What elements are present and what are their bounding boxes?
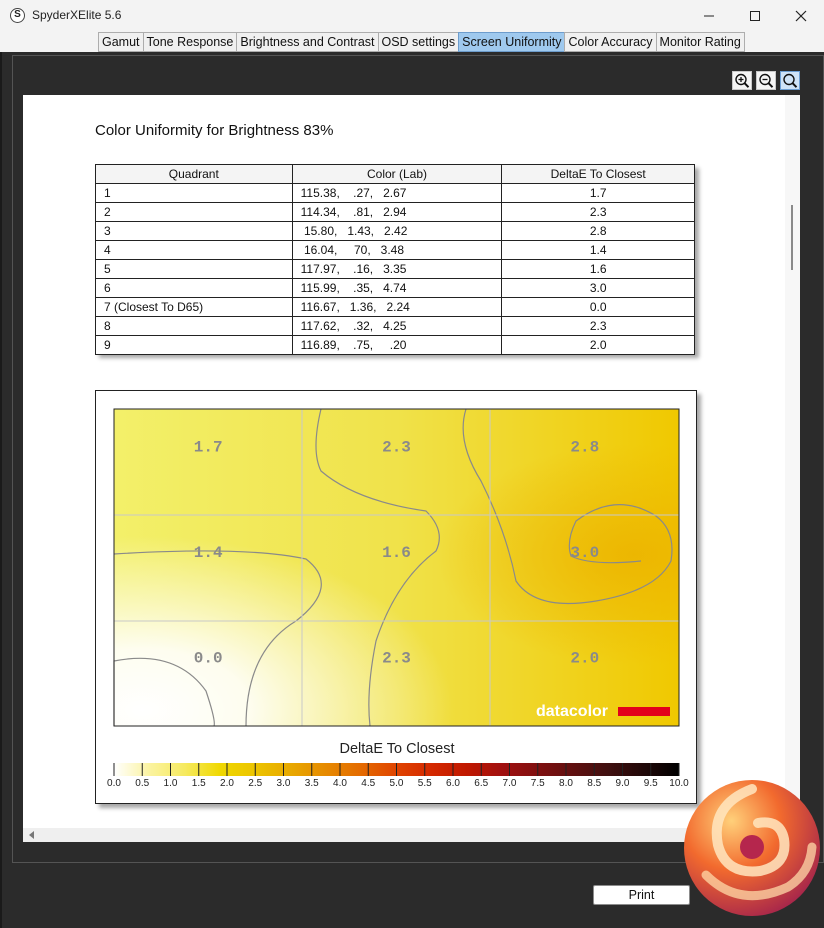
tab-gamut[interactable]: Gamut bbox=[98, 32, 143, 52]
colorbar-tick-label: 5.5 bbox=[417, 778, 432, 789]
cell-value-label: 0.0 bbox=[193, 649, 223, 668]
tab-list bbox=[98, 32, 745, 52]
cell-value-label: 1.6 bbox=[382, 543, 411, 562]
cell-color-lab: 15.80, 1.43, 2.42 bbox=[292, 222, 502, 241]
cell-color-lab: 117.62, .32, 4.25 bbox=[292, 317, 502, 336]
colorbar-tick-label: 9.5 bbox=[643, 778, 658, 789]
cell-deltae: 1.6 bbox=[502, 260, 695, 279]
cell-quadrant: 9 bbox=[96, 336, 293, 355]
cell-color-lab: 116.67, 1.36, 2.24 bbox=[292, 298, 502, 317]
window-title: SpyderXElite 5.6 bbox=[32, 8, 122, 22]
tab-tone-response[interactable]: Tone Response bbox=[143, 32, 237, 52]
brand-logo bbox=[680, 775, 824, 921]
minimize-icon bbox=[703, 10, 715, 22]
colorbar-tick-label: 4.0 bbox=[333, 778, 347, 789]
table-row bbox=[96, 222, 695, 241]
colorbar-tick-label: 0.0 bbox=[107, 778, 121, 789]
tab-strip bbox=[0, 32, 824, 52]
title-bar bbox=[0, 0, 824, 32]
app-icon: S bbox=[10, 8, 25, 23]
header-color-lab: Color (Lab) bbox=[292, 165, 502, 184]
cell-value-label: 2.0 bbox=[570, 649, 600, 668]
table-row bbox=[96, 317, 695, 336]
zoom-fit-icon bbox=[781, 72, 799, 89]
cell-color-lab: 16.04, 70, 3.48 bbox=[292, 241, 502, 260]
cell-value-label: 3.0 bbox=[570, 543, 600, 562]
cell-deltae: 3.0 bbox=[502, 279, 695, 298]
cell-color-lab: 115.38, .27, 2.67 bbox=[292, 184, 502, 203]
cell-deltae: 0.0 bbox=[502, 298, 695, 317]
colorbar-tick-label: 3.5 bbox=[304, 778, 319, 789]
table-row bbox=[96, 260, 695, 279]
colorbar-tick-label: 1.5 bbox=[191, 778, 206, 789]
report-title: Color Uniformity for Brightness 83% bbox=[95, 122, 334, 139]
close-button[interactable] bbox=[778, 0, 824, 32]
colorbar-tick-label: 7.5 bbox=[530, 778, 545, 789]
colorbar-tick-label: 10.0 bbox=[669, 778, 689, 789]
zoom-fit-button[interactable] bbox=[780, 71, 800, 90]
colorbar-tick-label: 0.5 bbox=[135, 778, 150, 789]
print-button[interactable]: Print bbox=[593, 885, 690, 905]
uniformity-chart bbox=[95, 390, 697, 804]
table-row bbox=[96, 184, 695, 203]
colorbar-tick-label: 8.0 bbox=[559, 778, 573, 789]
cell-deltae: 1.7 bbox=[502, 184, 695, 203]
tab-osd-settings[interactable]: OSD settings bbox=[378, 32, 459, 52]
heatmap-plot bbox=[114, 409, 679, 726]
uniformity-table-wrap bbox=[95, 164, 695, 354]
table-row bbox=[96, 279, 695, 298]
colorbar-tick-label: 6.0 bbox=[446, 778, 460, 789]
colorbar bbox=[114, 763, 679, 776]
header-deltae: DeltaE To Closest bbox=[502, 165, 695, 184]
cell-color-lab: 115.99, .35, 4.74 bbox=[292, 279, 502, 298]
cell-value-label: 2.8 bbox=[570, 438, 600, 457]
table-header-row bbox=[96, 165, 695, 184]
tab-monitor-rating[interactable]: Monitor Rating bbox=[656, 32, 745, 52]
tab-brightness-and-contrast[interactable]: Brightness and Contrast bbox=[236, 32, 377, 52]
datacolor-watermark: datacolor bbox=[536, 703, 609, 720]
cell-deltae: 1.4 bbox=[502, 241, 695, 260]
cell-quadrant: 1 bbox=[96, 184, 293, 203]
zoom-out-button[interactable] bbox=[756, 71, 776, 90]
zoom-in-button[interactable] bbox=[732, 71, 752, 90]
cell-color-lab: 117.97, .16, 3.35 bbox=[292, 260, 502, 279]
minimize-button[interactable] bbox=[686, 0, 732, 32]
colorbar-tick-label: 9.0 bbox=[615, 778, 630, 789]
tab-screen-uniformity[interactable]: Screen Uniformity bbox=[458, 32, 564, 52]
cell-deltae: 2.3 bbox=[502, 203, 695, 222]
cell-value-label: 1.4 bbox=[193, 543, 223, 562]
cell-quadrant: 7 (Closest To D65) bbox=[96, 298, 293, 317]
table-row bbox=[96, 203, 695, 222]
colorbar-title: DeltaE To Closest bbox=[339, 741, 455, 757]
cell-quadrant: 4 bbox=[96, 241, 293, 260]
colorbar-tick-label: 8.5 bbox=[587, 778, 602, 789]
vertical-scrollbar[interactable] bbox=[785, 95, 800, 828]
zoom-out-icon bbox=[757, 72, 775, 89]
cell-value-label: 2.3 bbox=[382, 649, 411, 668]
table-row bbox=[96, 241, 695, 260]
scroll-left-icon[interactable] bbox=[27, 828, 37, 842]
cell-color-lab: 116.89, .75, .20 bbox=[292, 336, 502, 355]
header-quadrant: Quadrant bbox=[96, 165, 293, 184]
heatmap-whitespot bbox=[114, 409, 679, 726]
cell-quadrant: 8 bbox=[96, 317, 293, 336]
colorbar-tick-label: 2.5 bbox=[248, 778, 263, 789]
cell-deltae: 2.3 bbox=[502, 317, 695, 336]
cell-deltae: 2.8 bbox=[502, 222, 695, 241]
uniformity-table bbox=[95, 164, 695, 355]
colorbar-tick-label: 2.0 bbox=[220, 778, 234, 789]
maximize-button[interactable] bbox=[732, 0, 778, 32]
vertical-scroll-thumb[interactable] bbox=[791, 205, 793, 270]
cell-value-label: 1.7 bbox=[193, 438, 223, 457]
tab-color-accuracy[interactable]: Color Accuracy bbox=[564, 32, 655, 52]
cell-value-label: 2.3 bbox=[382, 438, 411, 457]
zoom-in-icon bbox=[733, 72, 751, 89]
colorbar-tick-label: 4.5 bbox=[361, 778, 376, 789]
cell-quadrant: 5 bbox=[96, 260, 293, 279]
maximize-icon bbox=[749, 10, 761, 22]
brand-bar bbox=[618, 707, 670, 716]
colorbar-tick-label: 3.0 bbox=[276, 778, 291, 789]
colorbar-tick-label: 1.0 bbox=[163, 778, 178, 789]
table-row bbox=[96, 336, 695, 355]
colorbar-tick-label: 6.5 bbox=[474, 778, 489, 789]
cell-quadrant: 2 bbox=[96, 203, 293, 222]
colorbar-tick-label: 7.0 bbox=[502, 778, 517, 789]
colorbar-tick-label: 5.0 bbox=[389, 778, 404, 789]
close-icon bbox=[795, 10, 807, 22]
cell-deltae: 2.0 bbox=[502, 336, 695, 355]
cell-quadrant: 3 bbox=[96, 222, 293, 241]
table-row bbox=[96, 298, 695, 317]
left-edge bbox=[0, 52, 2, 928]
cell-quadrant: 6 bbox=[96, 279, 293, 298]
report-viewer bbox=[23, 95, 800, 828]
cell-color-lab: 114.34, .81, 2.94 bbox=[292, 203, 502, 222]
